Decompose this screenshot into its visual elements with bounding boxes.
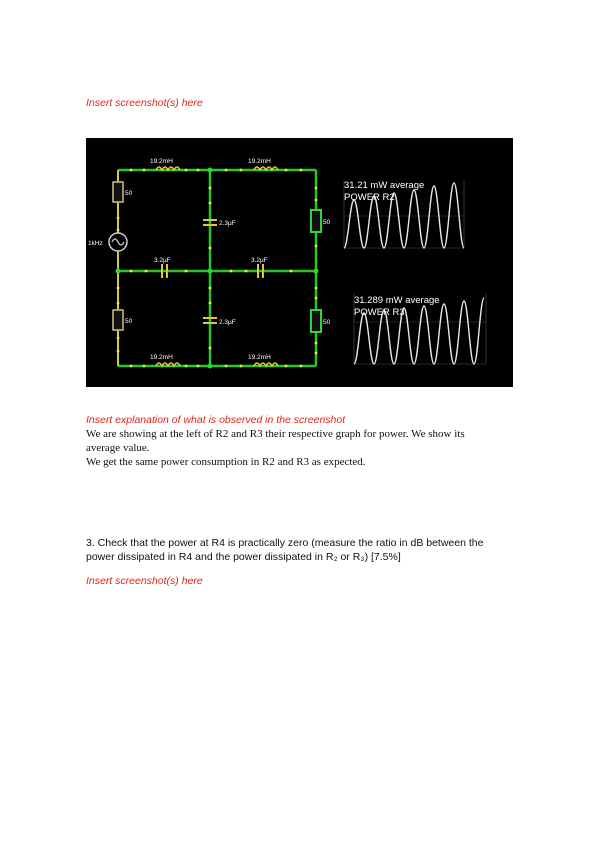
- insert-explanation-label: Insert explanation of what is observed in the screenshot: [86, 414, 346, 426]
- scope-power-r3: [354, 293, 486, 364]
- explanation-line-1: We are showing at the left of R2 and R3 their respective graph for power. We show its: [86, 428, 465, 440]
- label-source: 1kHz: [88, 240, 103, 247]
- explanation-line-2: average value.: [86, 442, 150, 454]
- scope-bottom-value: 31.289 mW average: [354, 295, 440, 306]
- label-inductor-top-right: 19.2mH: [248, 158, 271, 165]
- question-3-line-2: power dissipated in R4 and the power dissipated in R₂ or R₃) [7.5%]: [86, 551, 401, 563]
- scope-top-label: POWER R2: [344, 192, 395, 203]
- question-3-line-1: 3. Check that the power at R4 is practically zero (measure the ratio in dB between the: [86, 537, 484, 549]
- resistor-r3: [311, 310, 321, 332]
- label-inductor-bottom-left: 19.2mH: [150, 354, 173, 361]
- scope-top-value: 31.21 mW average: [344, 180, 425, 191]
- label-res-r2: 50: [323, 219, 331, 226]
- label-cap-upper: 2.3µF: [219, 220, 236, 227]
- label-inductor-bottom-right: 19.2mH: [248, 354, 271, 361]
- resistor-r4: [113, 310, 123, 330]
- label-cap-mid-right: 3.2µF: [251, 257, 268, 264]
- resistor-r1: [113, 182, 123, 202]
- scope-power-r2: [344, 180, 464, 248]
- circuit-screenshot: [86, 138, 513, 387]
- scope-bottom-label: POWER R3: [354, 307, 405, 318]
- ac-source: [109, 233, 127, 251]
- resistor-r2: [311, 210, 321, 232]
- label-cap-mid-left: 3.2µF: [154, 257, 171, 264]
- label-res-r1: 50: [125, 190, 133, 197]
- explanation-line-3: We get the same power consumption in R2 and R3 as expected.: [86, 456, 366, 468]
- label-res-r4: 50: [125, 318, 133, 325]
- circuit-diagram: [86, 138, 513, 387]
- current-dots: [117, 169, 318, 368]
- insert-screenshot-label-2: Insert screenshot(s) here: [86, 575, 203, 587]
- label-res-r3: 50: [323, 319, 331, 326]
- label-inductor-top-left: 19.2mH: [150, 158, 173, 165]
- label-cap-lower: 2.3µF: [219, 319, 236, 326]
- insert-screenshot-label-1: Insert screenshot(s) here: [86, 97, 203, 109]
